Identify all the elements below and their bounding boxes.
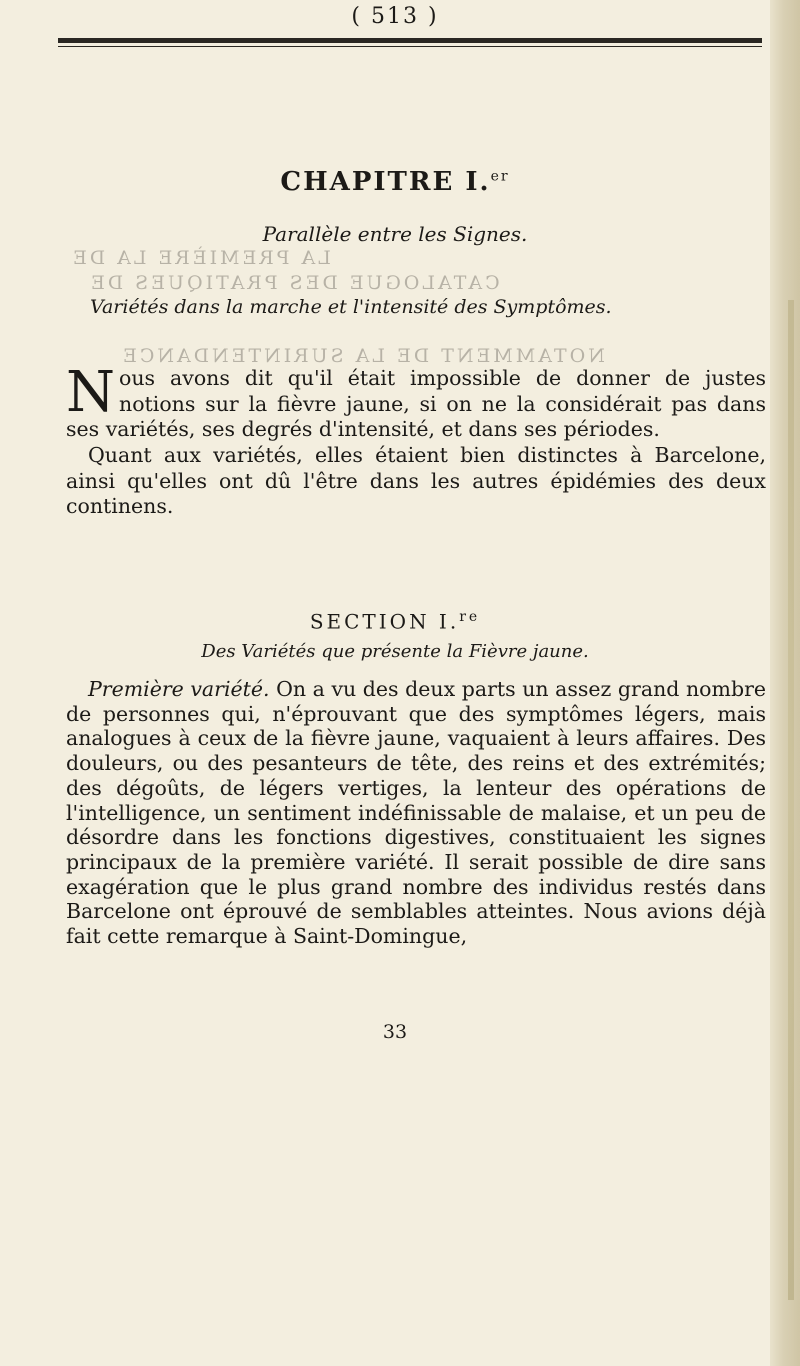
- chapter-title-text: CHAPITRE I.: [280, 167, 491, 197]
- section-title-sup: re: [459, 609, 481, 625]
- paragraph-text: On a vu des deux parts un assez grand nombre de personnes qui, n'éprouvant que des symptômes légers, mais analogues à ceux de la fièvre jaune, vaquaient à leurs affaires. Des douleurs, ou des pesanteurs de tête, des reins et des extrémités; des dégoûts, de légers vertiges, la lenteur des opérations de l'intelligence, un sentiment indéfinissable de malaise, et un peu de désordre dans les fonctions digestives, constituaient les signes principaux de la première variété. Il serait possible de dire sans exagération que le plus grand nombre des individus restés dans Barcelone ont éprouvé de semblables atteintes. Nous avions déjà fait cette remarque à Saint-Domingue,: [66, 677, 766, 949]
- chapter-title: [0, 167, 790, 197]
- paragraph-varieties: Quant aux variétés, elles étaient bien distinctes à Barcelone, ainsi qu'elles ont dû l'être dans les autres épidémies des deux continens.: [66, 443, 766, 518]
- chapter-title-sup: er: [490, 168, 510, 185]
- paragraph-lead: Première variété.: [88, 677, 270, 701]
- section-summary: Des Variétés que présente la Fièvre jaune.: [201, 641, 589, 662]
- chapter-summary: Variétés dans la marche et l'intensité des Symptômes.: [90, 296, 612, 318]
- top-rule-thick: [58, 38, 762, 43]
- top-rule-thin: [58, 46, 762, 47]
- bleed-through-text: LA PREMIÈRE LA DE: [70, 247, 331, 269]
- paragraph-text: ous avons dit qu'il était impossible de donner de justes notions sur la fièvre jaune, si on ne la considérait pas dans ses variétés, ses degrés d'intensité, et dans ses périodes.: [66, 366, 766, 441]
- section-title-text: SECTION I.: [309, 609, 460, 634]
- signature-mark: 33: [382, 1021, 408, 1043]
- section-title: [0, 609, 790, 634]
- bleed-through-text: CATALOGUE DES PRATIQUES DE: [88, 272, 500, 294]
- chapter-subtitle: Parallèle entre les Signes.: [262, 222, 528, 246]
- book-binding-edge: [770, 0, 800, 1366]
- page-number: ( 513 ): [351, 4, 439, 29]
- paragraph-intro: [66, 360, 766, 443]
- paragraph-first-variety: [66, 677, 766, 949]
- drop-cap: N: [66, 360, 115, 425]
- bleed-through-text: NOTAMMENT DE LA SURINTENDANCE: [120, 345, 605, 367]
